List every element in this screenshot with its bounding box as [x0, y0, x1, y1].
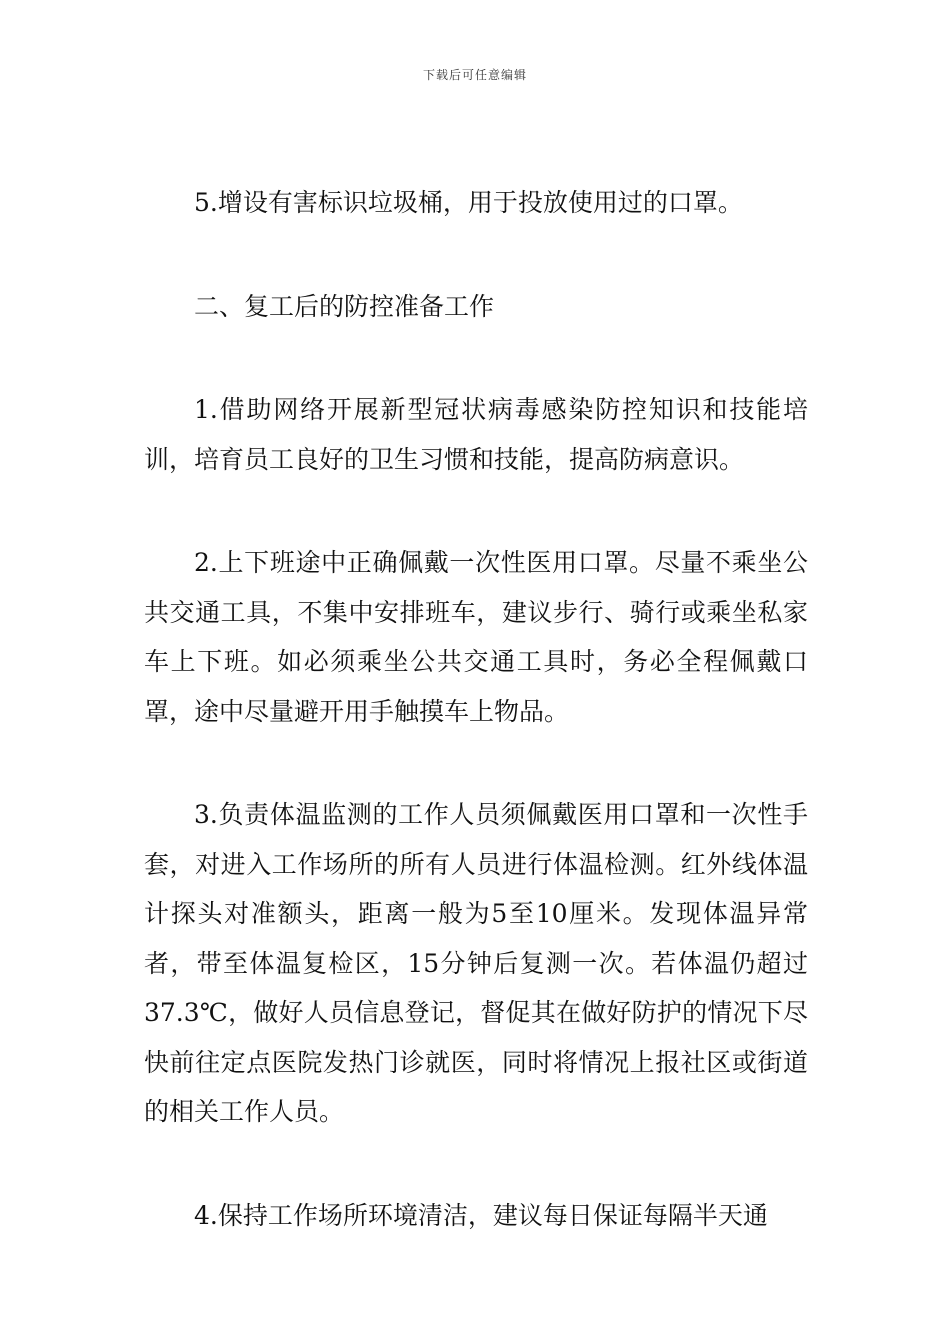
paragraph-gap	[144, 736, 808, 790]
paragraph-item-3: 3.负责体温监测的工作人员须佩戴医用口罩和一次性手套，对进入工作场所的所有人员进行体温检测。红外线体温计探头对准额头，距离一般为5至10厘米。发现体温异常者，带至体温复检区，15分钟后复测一次。若体温仍超过37.3℃，做好人员信息登记，督促其在做好防护的情况下尽快前往定点医院发热门诊就医，同时将情况上报社区或街道的相关工作人员。	[144, 800, 808, 1126]
paragraph-item-5: 5.增设有害标识垃圾桶，用于投放使用过的口罩。	[194, 188, 743, 217]
section-heading: 二、复工后的防控准备工作	[194, 291, 495, 321]
document-body	[144, 178, 808, 1240]
paragraph-gap	[144, 1137, 808, 1191]
paragraph-gap	[144, 331, 808, 385]
paragraph-item-1: 1.借助网络开展新型冠状病毒感染防控知识和技能培训，培育员工良好的卫生习惯和技能，提高防病意识。	[144, 395, 808, 474]
header-note: 下载后可任意编辑	[422, 68, 527, 82]
paragraph-item-2: 2.上下班途中正确佩戴一次性医用口罩。尽量不乘坐公共交通工具，不集中安排班车，建议步行、骑行或乘坐私家车上下班。如必须乘坐公共交通工具时，务必全程佩戴口罩，途中尽量避开用手触摸车上物品。	[144, 548, 808, 726]
paragraph-item-4: 4.保持工作场所环境清洁，建议每日保证每隔半天通	[194, 1200, 768, 1230]
paragraph-gap	[144, 484, 808, 538]
paragraph-gap	[144, 228, 808, 282]
